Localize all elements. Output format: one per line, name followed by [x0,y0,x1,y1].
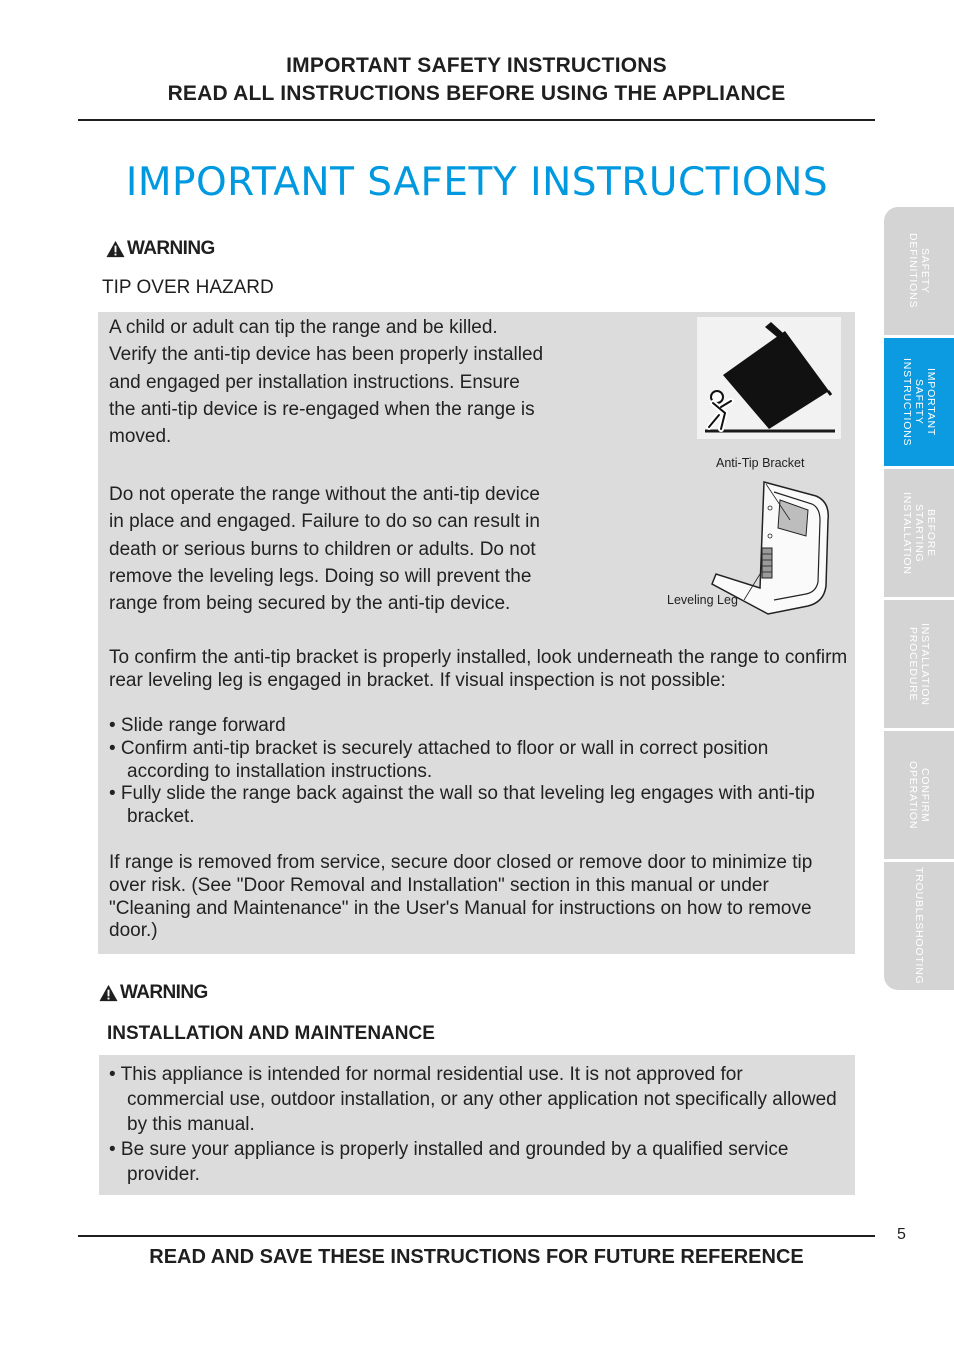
bullet-item: • Be sure your appliance is properly installed and grounded by a qualified service provider. [109,1139,789,1185]
anti-tip-bracket-caption: Anti-Tip Bracket [716,456,805,470]
tab-label: IMPORTANT SAFETY INSTRUCTIONS [901,357,937,447]
page-title: IMPORTANT SAFETY INSTRUCTIONS [125,160,829,205]
tab-label: CONFIRM OPERATION [907,760,931,830]
intro-line: the anti-tip device is re-engaged when the range is [109,398,535,420]
intro-line: A child or adult can tip the range and be killed. [109,317,498,338]
tab-installation-procedure[interactable] [884,600,954,728]
warning-triangle-icon [99,984,118,1002]
warning-label-2 [99,982,208,1004]
bullet-item: • This appliance is intended for normal residential use. It is not approved for commercial use, outdoor installation, or any other application not specifically allowed by this manual. [109,1064,837,1135]
header-divider [78,119,875,121]
tab-important-safety-instructions[interactable] [884,338,954,466]
intro-line: and engaged per installation instructions. Ensure [109,371,520,393]
tip-over-illustration [697,317,841,439]
operate-line: death or serious burns to children or adults. Do not [109,538,536,560]
operate-line: in place and engaged. Failure to do so can result in [109,511,540,533]
warning-label-1 [106,238,215,260]
bullet-item: • Fully slide the range back against the wall so that leveling leg engages with anti-tip bracket. [109,783,815,828]
tab-label: TROUBLESHOOTING [913,867,925,985]
footer-text: READ AND SAVE THESE INSTRUCTIONS FOR FUTURE REFERENCE [149,1246,804,1268]
confirm-bracket-text: To confirm the anti-tip bracket is properly installed, look underneath the range to confirm rear leveling leg is engaged in bracket. If visual inspection is not possible: [109,647,848,691]
tip-over-intro [109,314,669,450]
intro-line: moved. [109,426,172,448]
confirm-bullets [109,715,849,829]
footer-divider [78,1235,875,1237]
tab-safety-definitions[interactable] [884,207,954,335]
tip-over-operate [109,481,669,617]
leveling-leg-caption: Leveling Leg [667,593,738,607]
tipping-range-icon [697,317,841,439]
tab-label: SAFETY DEFINITIONS [907,233,931,309]
header-line-2: READ ALL INSTRUCTIONS BEFORE USING THE APPLIANCE [167,82,786,105]
tab-label: INSTALLATION PROCEDURE [907,622,931,706]
page-number: 5 [897,1226,906,1243]
installation-maintenance-subtitle: INSTALLATION AND MAINTENANCE [107,1023,435,1044]
warning-triangle-icon [106,240,125,258]
bullet-item: • Slide range forward [109,715,286,736]
installation-bullets [109,1062,839,1187]
operate-line: range from being secured by the anti-tip device. [109,593,511,615]
warning-text: WARNING [127,238,215,259]
tip-over-hazard-subtitle: TIP OVER HAZARD [102,277,274,298]
bullet-item: • Confirm anti-tip bracket is securely attached to floor or wall in correct position according to installation instructions. [109,737,769,782]
operate-line: Do not operate the range without the anti-tip device [109,484,540,505]
intro-line: Verify the anti-tip device has been properly installed [109,344,544,366]
operate-line: remove the leveling legs. Doing so will prevent the [109,565,532,587]
removed-from-service-text: If range is removed from service, secure door closed or remove door to minimize tip over risk. (See "Door Removal and Installation" section in this manual or under "Cleaning and Maintenance" in the User's Manual for instructions on how to remove door.) [109,852,813,942]
tab-label: BEFORE STARTING INSTALLATION [901,491,937,575]
header-line-1: IMPORTANT SAFETY INSTRUCTIONS [286,54,667,77]
tab-confirm-operation[interactable] [884,731,954,859]
tab-troubleshooting[interactable] [884,862,954,990]
tab-before-starting-installation[interactable] [884,469,954,597]
warning-text: WARNING [120,982,208,1003]
